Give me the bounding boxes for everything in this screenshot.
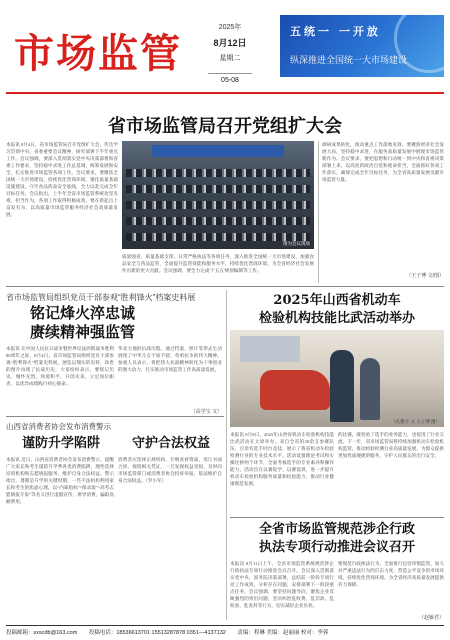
- vehicle-body-right: 的比赛，既检验了选手的业务能力，也促进了行业交流。下一步，省市场监管局将持续加强机动车检验机构监管，推动检验检测行业高质量发展，为群众提供更加优质便捷的服务，守护人民群众的出行安全。: [338, 432, 444, 458]
- car-shape: [260, 370, 330, 410]
- regulation-body-left: 本报讯 8月11日上午，全省市场监管系统规范涉企行政执法专项行动推进会议召开。会议深入贯彻落实党中央、国务院决策部署，总结前一阶段专项行动工作成效，分析存在问题，安排部署下一阶段重点任务。会议强调，要坚持问题导向，聚焦企业反映强烈的突出问题，坚决纠治乱收费、乱罚款、乱检查、乱查封等行为，切实减轻企业负担。: [230, 561, 334, 608]
- regulation-headline-2: 执法专项行动推进会议召开: [258, 540, 415, 555]
- history-kicker: 省市场监管局组织党员干部参观“胜利锋火”档案史料展: [6, 293, 196, 302]
- footer-rule: [6, 625, 444, 626]
- masthead-rule: [6, 92, 444, 94]
- consumer-headline-left: 谨防升学陷阱: [22, 436, 101, 451]
- vehicle-body-left: 本报讯 8月8日，2025年山西省机动车检验机构技能比武活动在太原举办。来自全省的30余支参赛队伍、百余名选手同台竞技，展示了我省机动车检验检测行业的专业技术水平。活动设置理论考试和实操比拼两个环节，全面考核选手的专业素养和操作能力。活动旨在以赛促学、以赛促训，进一步提升机动车检验机构服务质量和检验能力，推动行业健康规范发展。: [230, 432, 334, 486]
- vehicle-photo: [230, 330, 444, 427]
- lead-body-under-photo: 质量强省、质量基础支撑、日常严格执法等各项任务，深入推进全国统一大市场建设，加强食品安全与药品监管，全面提升监管效能和服务水平，持续优化营商环境，为全省经济社会发展作出新的更大贡献。会议强调，要全力完成'十五五'规划编制等工作。: [122, 254, 314, 273]
- consumer-body-right: 消费者应选择正规机构，仔细查看资质，签订书面合同，保留相关凭证，一旦发现权益受损，及时向市场监管部门或消费者协会投诉举报，依法维护自身合法权益。（罗小军）: [118, 457, 222, 483]
- person-shape: [330, 350, 354, 422]
- history-author: （高学宝 文）: [190, 409, 222, 415]
- date-weekday: 星期二: [219, 55, 241, 62]
- consumer-kicker: 山西省消费者协会发布消费警示: [6, 422, 111, 431]
- lead-body-right: 调研成果转化，推动重点工作落地见效。要聚焦经济社会发展大局，坚持稳中求进，在服务高质量发展中展现市场监管新作为。会议要求，要把思想和行动统一到中央和省委决策部署上来，以高度的政治自觉和使命担当，全面抓好各项工作落实，确保完成全年目标任务，为全省高质量发展贡献市场监管力量。: [322, 142, 444, 182]
- vehicle-photo-caption: （孔雅辛 文 王子博 图）: [391, 419, 440, 424]
- history-body-right: 华北大地的抗战历程，通过档案、照片等形式生动展现了中华儿女不屈不挠、英勇抗争的伟大精神。参观人员表示，将把伟大抗战精神转化为干事创业的强大动力，扎实推动市场监管工作高质量发展。: [118, 346, 222, 372]
- vehicle-headline-1: 2025年山西省机动车: [273, 293, 401, 308]
- banner-subtitle: 纵深推进全国统一大市场建设: [290, 55, 408, 65]
- footer: [6, 628, 444, 636]
- person-shape: [360, 358, 380, 420]
- date-block: [208, 22, 252, 84]
- photo-screen: [152, 145, 284, 157]
- promo-banner: [280, 15, 444, 77]
- history-body-left: 本报讯 在中国人民抗日战争暨世界反法西斯战争胜利80周年之际，8月4日，省市场监管局组织党员干部参观“胜利锋火”档案史料展。展览以翔实的史料、珍贵的图片再现了抗战历史，大家纷纷表示，要铭记历史、缅怀先烈、珍爱和平、开创未来，立足岗位职责，以优异成绩践行初心使命。: [6, 346, 114, 386]
- history-headline-2: 赓续精神强监管: [30, 323, 136, 341]
- lead-photo-caption: 图为会议现场: [283, 241, 310, 246]
- footer-email: 投稿邮箱：sxscdb@163.com: [6, 630, 78, 636]
- lead-photo: [122, 141, 314, 249]
- regulation-body-right: 要规范行政执法行为，全面推行包容审慎监管，加大对严重违法行为的打击力度，营造公平竞争的市场环境，持续优化营商环境，为全省经济高质量发展提供有力保障。: [338, 561, 444, 587]
- date-day: 8月12日: [213, 38, 247, 48]
- regulation-headline-1: 全省市场监管规范涉企行政: [258, 522, 415, 537]
- issue-number: 05-08: [208, 73, 252, 84]
- consumer-headline-right: 守护合法权益: [132, 436, 211, 451]
- footer-editors: 责编：程琳 美编：赵丽丽 校对：李蓉: [237, 630, 329, 636]
- lead-headline: 省市场监管局召开党组扩大会: [108, 116, 342, 137]
- footer-phone: 投稿电话：18536613701 15513287878 0351—4137132: [88, 630, 226, 636]
- lead-author: （王子博 文/图）: [406, 273, 444, 279]
- lead-body-left: 本报讯 8月4日，省市场监管局召开党组扩大会，传达学习贯彻中央、省委重要会议精神，研究部署下半年重点工作。会议强调，要深入贯彻落实党中央决策部署和省委工作要求，坚持稳中求进工作总基调，统筹发展和安全，扎实推进市场监管各项工作。会议要求，要聚焦全国统一大市场建设，持续优化营商环境，强化质量基础设施建设，守牢食品药品安全底线，全力以赴完成全年目标任务。会议指出，上半年全省市场监管系统攻坚克难、担当作为，各项工作取得积极成效，要在新起点上奋发有为，以高质量市场监管服务经济社会高质量发展。: [6, 142, 118, 217]
- consumer-body-left: 本报讯 近日，山西省消费者协会发布消费警示，提醒广大家长和考生谨防升学季各类消费陷阱，理性选择培训机构和志愿填报服务，维护自身合法权益。警示指出，暑期是升学的关键时期，一些不法机构利用家长和考生的焦虑心理，以“内部指标”“保录取”“高考志愿填报专家”等名义进行虚假宣传，诱导消费，骗取高额费用。: [6, 457, 114, 504]
- vehicle-headline-2: 检验机构技能比武活动举办: [258, 311, 415, 326]
- banner-slogan: 五统一 一开放: [290, 25, 381, 38]
- date-year: 2025年: [218, 24, 242, 31]
- regulation-author: （赵雁君）: [418, 615, 444, 621]
- masthead-title: 市场监管: [14, 30, 182, 77]
- history-headline-1: 铭记烽火淬忠诚: [30, 304, 136, 322]
